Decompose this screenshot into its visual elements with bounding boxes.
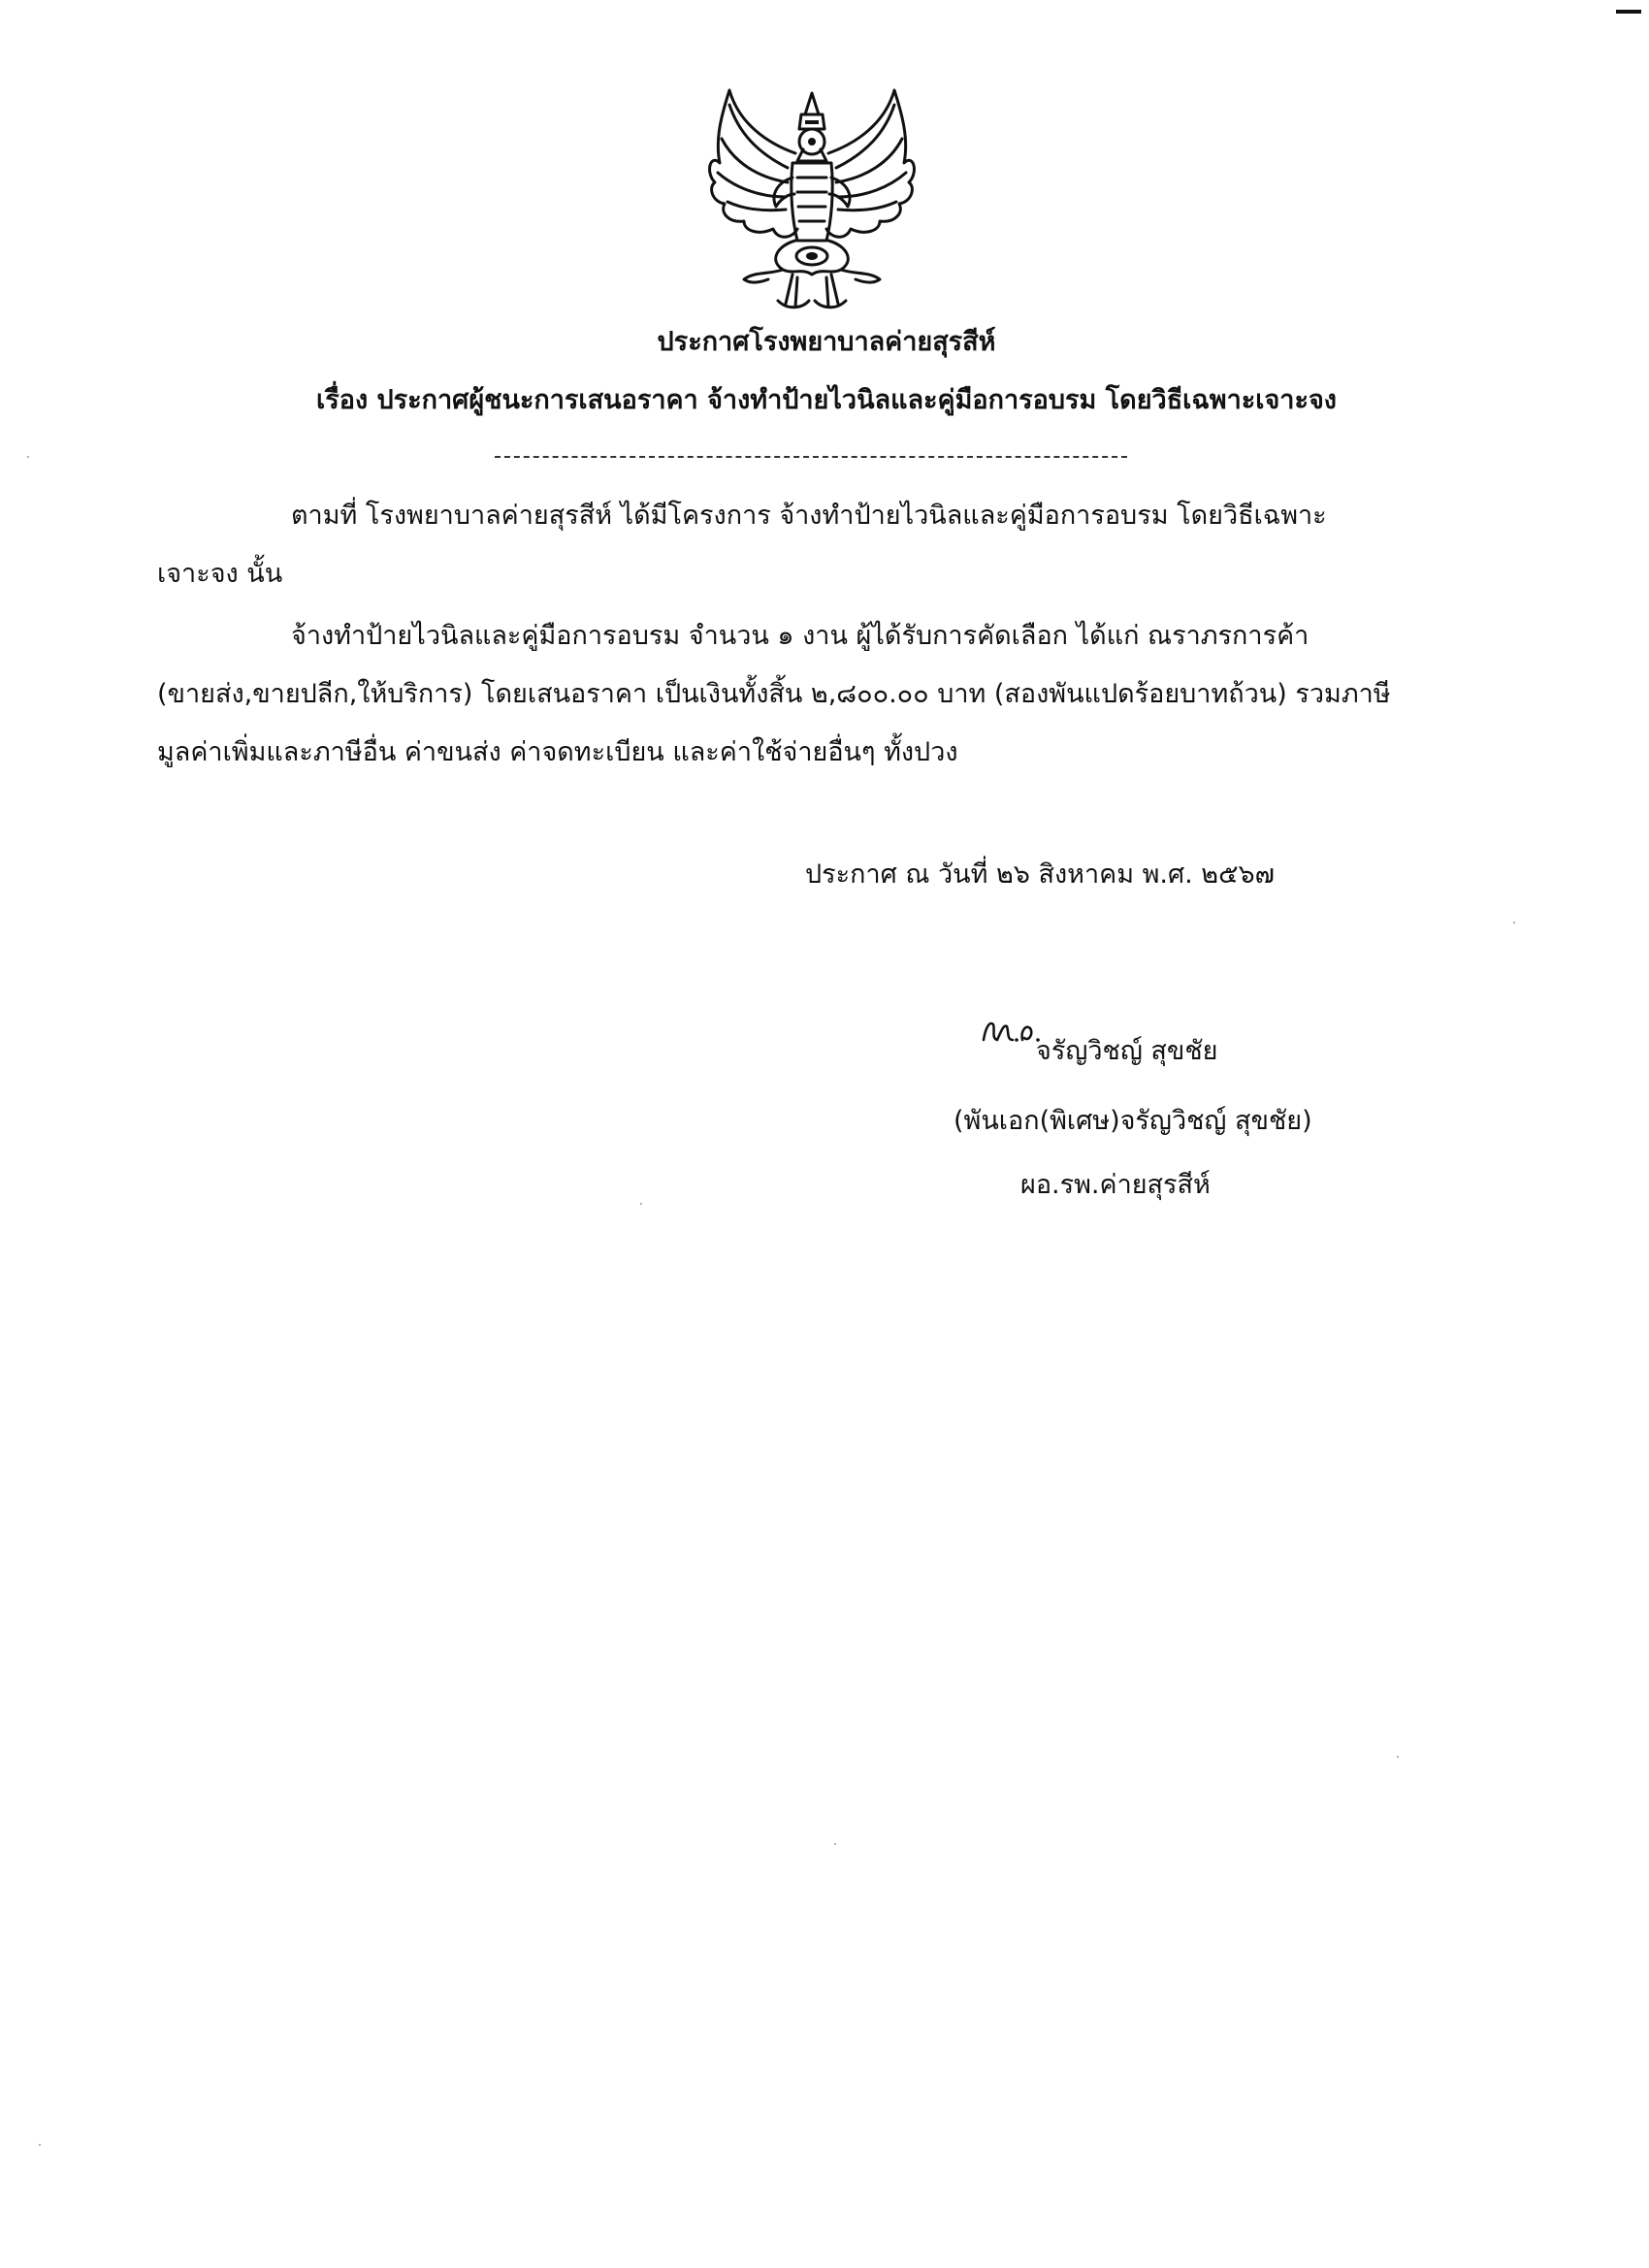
scan-speck xyxy=(834,1843,836,1845)
corner-mark xyxy=(1616,10,1641,14)
signer-name: จรัญวิชญ์ สุขชัย xyxy=(1036,1036,1218,1066)
scan-speck xyxy=(640,1203,642,1205)
signer-full-name: (พันเอก(พิเศษ)จรัญวิชญ์ สุขชัย) xyxy=(954,1106,1312,1136)
announcement-date: ประกาศ ณ วันที่ ๒๖ สิงหาคม พ.ศ. ๒๕๖๗ xyxy=(805,859,1275,890)
document-title: ประกาศโรงพยาบาลค่ายสุรสีห์ xyxy=(657,327,996,357)
scan-speck xyxy=(39,2144,41,2146)
scan-speck xyxy=(1397,1756,1399,1758)
paragraph-2-line-1: จ้างทำป้ายไวนิลและคู่มือการอบรม จำนวน ๑ งาน ผู้ได้รับการคัดเลือก ได้แก่ ณราภรการค้า xyxy=(291,621,1310,651)
dashed-divider xyxy=(495,456,1127,458)
scan-speck xyxy=(27,456,29,458)
paragraph-2-line-2: (ขายส่ง,ขายปลีก,ให้บริการ) โดยเสนอราคา เป็นเงินทั้งสิ้น ๒,๘๐๐.๐๐ บาท (สองพันแปดร้อยบาทถ้วน) รวมภาษี xyxy=(157,679,1391,709)
signer-position: ผอ.รพ.ค่ายสุรสีห์ xyxy=(1020,1170,1211,1200)
paragraph-2-line-3: มูลค่าเพิ่มและภาษีอื่น ค่าขนส่ง ค่าจดทะเบียน และค่าใช้จ่ายอื่นๆ ทั้งปวง xyxy=(157,737,958,767)
garuda-emblem-icon xyxy=(700,85,923,313)
paragraph-1-line-1: ตามที่ โรงพยาบาลค่ายสุรสีห์ ได้มีโครงการ จ้างทำป้ายไวนิลและคู่มือการอบรม โดยวิธีเฉพาะ xyxy=(291,501,1327,531)
paragraph-1-line-2: เจาะจง นั้น xyxy=(157,559,283,589)
document-subject: เรื่อง ประกาศผู้ชนะการเสนอราคา จ้างทำป้ายไวนิลและคู่มือการอบรม โดยวิธีเฉพาะเจาะจง xyxy=(316,385,1337,415)
scan-speck xyxy=(1513,922,1515,923)
